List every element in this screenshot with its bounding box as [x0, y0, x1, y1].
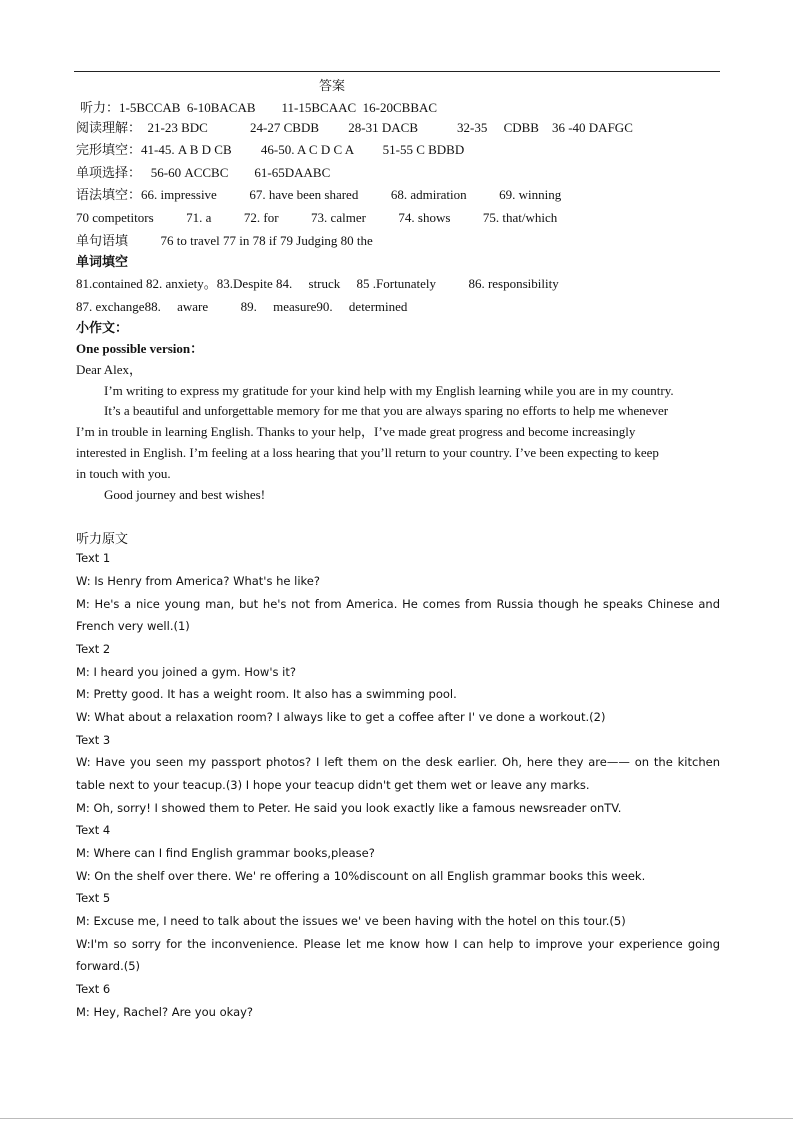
transcript-heading: 听力原文: [76, 531, 129, 546]
transcript-line: table next to your teacup.(3) I hope your teacup didn't get them wet or leave any marks.: [76, 778, 590, 792]
answer-word-fill-line1: 81.contained 82. anxiety。83.Despite 84. struck 85 .Fortunately 86. responsibility: [76, 276, 559, 291]
essay-paragraph2-line3: interested in English. I’m feeling at a loss hearing that you’ll return to your country. I’ve been expecting to keep: [76, 445, 659, 460]
essay-paragraph2-line4: in touch with you.: [76, 466, 171, 481]
transcript-line: M: Oh, sorry! I showed them to Peter. He said you look exactly like a famous newsreader onTV.: [76, 801, 622, 815]
transcript-line: Text 1: [76, 551, 111, 565]
answer-grammar-line1: 语法填空：66. impressive 67. have been shared 68. admiration 69. winning: [76, 187, 562, 202]
essay-closing: Good journey and best wishes!: [104, 487, 266, 502]
transcript-line: Text 2: [76, 642, 111, 656]
transcript-line: W: On the shelf over there. We' re offering a 10%discount on all English grammar books this week.: [76, 869, 646, 883]
transcript-line: M: Excuse me, I need to talk about the issues we' ve been having with the hotel on this tour.(5): [76, 914, 626, 928]
transcript-line: W: What about a relaxation room? I always like to get a coffee after I' ve done a workout.(2): [76, 710, 606, 724]
transcript-line: M: Where can I find English grammar books,please?: [76, 846, 375, 860]
transcript-line: Text 6: [76, 982, 111, 996]
essay-version-label: One possible version：: [76, 341, 204, 356]
answer-listening: 听力：1-5BCCAB 6-10BACAB 11-15BCAAC 16-20CBBAC: [80, 100, 438, 115]
answer-sentence-fill: 单句语填 76 to travel 77 in 78 if 79 Judging 80 the: [76, 233, 373, 248]
header-rule: [74, 71, 720, 72]
transcript-line: W: Have you seen my passport photos? I left them on the desk earlier. Oh, here they are—— on the kitchen: [76, 755, 720, 769]
transcript-line: Text 5: [76, 891, 111, 905]
answer-word-fill-line2: 87. exchange88. aware 89. measure90. determined: [76, 299, 408, 314]
transcript-line: W:I'm so sorry for the inconvenience. Please let me know how I can help to improve your experience going: [76, 937, 720, 951]
transcript-line: French very well.(1): [76, 619, 190, 633]
answer-single-choice: 单项选择： 56-60 ACCBC 61-65DAABC: [76, 165, 331, 180]
word-fill-heading: 单词填空: [76, 254, 129, 269]
essay-paragraph1: I’m writing to express my gratitude for your kind help with my English learning while you are in my country.: [104, 383, 674, 398]
answer-cloze: 完形填空：41-45. A B D CB 46-50. A C D C A 51-55 C BDBD: [76, 142, 465, 157]
transcript-line: M: Hey, Rachel? Are you okay?: [76, 1005, 254, 1019]
transcript-line: M: Pretty good. It has a weight room. It also has a swimming pool.: [76, 687, 457, 701]
transcript-line: M: I heard you joined a gym. How's it?: [76, 665, 296, 679]
essay-paragraph2-line2: I’m in trouble in learning English. Thanks to your help，I’ve made great progress and become increasingly: [76, 424, 636, 439]
page-bottom-edge: [0, 1118, 793, 1119]
answer-grammar-line2: 70 competitors 71. a 72. for 73. calmer 74. shows 75. that/which: [76, 210, 558, 225]
essay-paragraph2-line1: It’s a beautiful and unforgettable memory for me that you are always sparing no efforts to help me whenever: [104, 403, 669, 418]
transcript-line: forward.(5): [76, 959, 141, 973]
transcript-line: Text 4: [76, 823, 111, 837]
transcript-line: W: Is Henry from America? What's he like?: [76, 574, 320, 588]
answer-reading: 阅读理解： 21-23 BDC 24-27 CBDB 28-31 DACB 32-35 CDBB 36 -40 DAFGC: [76, 120, 633, 135]
transcript-line: M: He's a nice young man, but he's not from America. He comes from Russia though he speaks Chinese and: [76, 597, 720, 611]
essay-heading: 小作文：: [76, 320, 129, 335]
essay-greeting: Dear Alex，: [76, 362, 143, 377]
transcript-line: Text 3: [76, 733, 111, 747]
answer-title: 答案: [319, 78, 346, 93]
